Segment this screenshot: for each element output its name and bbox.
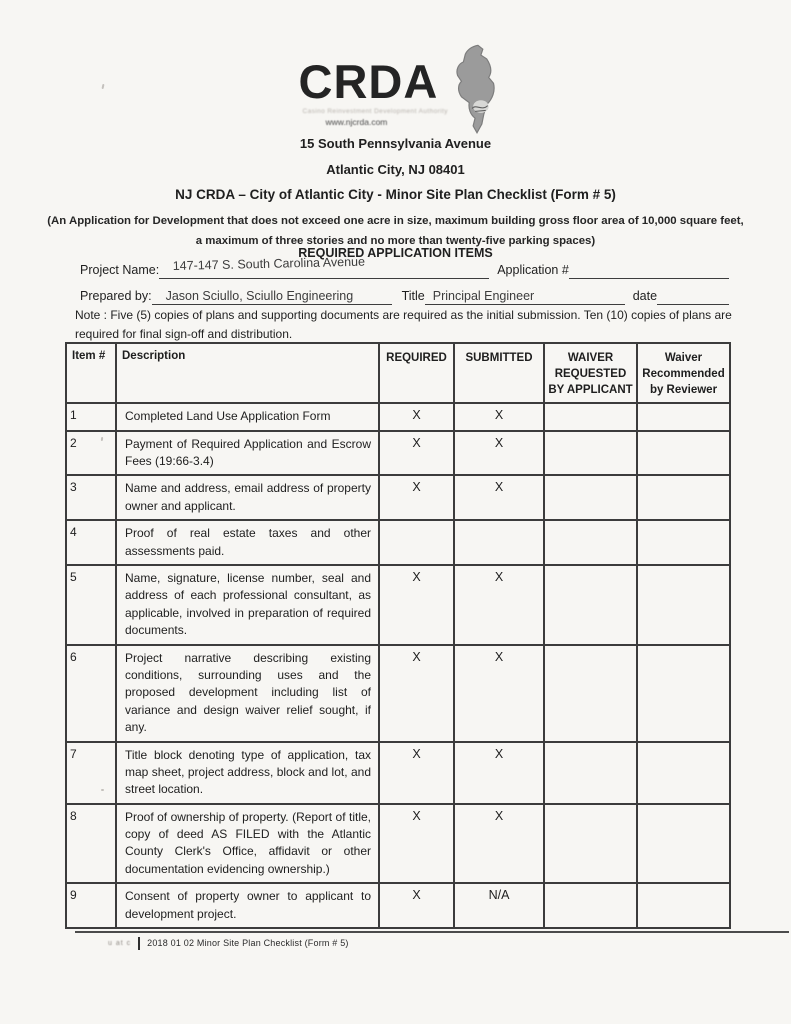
- submitted-cell: N/A: [454, 883, 544, 928]
- preparer-title-label: Title: [401, 289, 425, 303]
- waiver-requested-cell: [544, 645, 637, 742]
- waiver-recommended-cell: [637, 403, 730, 430]
- project-name-value: 147-147 S. South Carolina Avenue: [172, 254, 366, 274]
- item-cell: 8: [66, 804, 116, 884]
- submitted-cell: X: [454, 565, 544, 645]
- description-cell: Name, signature, license number, seal and address of each professional consultant, as applicable, involved in preparation of required documents.: [116, 565, 379, 645]
- required-cell: [379, 520, 454, 565]
- project-name-field: [159, 254, 489, 279]
- submitted-cell: X: [454, 475, 544, 520]
- crda-logo: [0, 50, 791, 140]
- new-jersey-state-icon: [443, 42, 511, 140]
- waiver-requested-cell: [544, 403, 637, 430]
- waiver-requested-cell: [544, 565, 637, 645]
- description-cell: Consent of property owner to applicant to development project.: [116, 883, 379, 928]
- submission-note: Note : Five (5) copies of plans and supporting documents are required as the initial submission. Ten (10) copies of plans are required for final sign-off and distribution.: [75, 308, 732, 342]
- waiver-requested-cell: [544, 520, 637, 565]
- footer: [108, 936, 349, 950]
- table-row: [66, 645, 730, 742]
- footer-rule: [75, 931, 789, 933]
- required-cell: X: [379, 804, 454, 884]
- description-cell: Proof of real estate taxes and other assessments paid.: [116, 520, 379, 565]
- table-row: [66, 565, 730, 645]
- prepared-by-line: [80, 284, 729, 305]
- header-description: Description: [116, 343, 379, 403]
- submitted-cell: X: [454, 645, 544, 742]
- header-waiver-recommended: Waiver Recommended by Reviewer: [637, 343, 730, 403]
- crda-logo-tagline: Casino Reinvestment Development Authority: [302, 108, 448, 115]
- header-item: Item #: [66, 343, 116, 403]
- table-row: [66, 883, 730, 928]
- table-row: [66, 804, 730, 884]
- footer-divider: [138, 937, 140, 950]
- footer-faint-marks: u at c: [108, 939, 132, 947]
- table-row: [66, 403, 730, 430]
- address-line-1: 15 South Pennsylvania Avenue: [299, 136, 492, 151]
- preparer-title-field: [425, 284, 625, 305]
- header-submitted: SUBMITTED: [454, 343, 544, 403]
- document-title: NJ CRDA – City of Atlantic City - Minor Site Plan Checklist (Form # 5): [175, 187, 616, 202]
- waiver-requested-cell: [544, 475, 637, 520]
- table-row: [66, 431, 730, 476]
- required-cell: X: [379, 742, 454, 804]
- footer-filename: 2018 01 02 Minor Site Plan Checklist (Form # 5): [147, 938, 349, 948]
- required-cell: X: [379, 403, 454, 430]
- item-cell: 6: [66, 645, 116, 742]
- required-cell: X: [379, 475, 454, 520]
- waiver-recommended-cell: [637, 645, 730, 742]
- item-cell: 2: [66, 431, 116, 476]
- prepared-by-label: Prepared by:: [80, 289, 152, 303]
- waiver-recommended-cell: [637, 431, 730, 476]
- item-cell: 4: [66, 520, 116, 565]
- waiver-requested-cell: [544, 804, 637, 884]
- item-cell: 7: [66, 742, 116, 804]
- table-row: [66, 742, 730, 804]
- waiver-recommended-cell: [637, 742, 730, 804]
- checklist-table: [65, 342, 731, 929]
- submitted-cell: X: [454, 431, 544, 476]
- description-cell: Payment of Required Application and Escrow Fees (19:66-3.4): [116, 431, 379, 476]
- date-label: date: [632, 289, 658, 303]
- application-number-label: Application #: [497, 263, 569, 277]
- waiver-requested-cell: [544, 883, 637, 928]
- table-row: [66, 475, 730, 520]
- document-subtitle: (An Application for Development that does not exceed one acre in size, maximum building gross floor area of 10,000 square feet, a maximum of three stories and no more than twenty-five parking spaces): [47, 215, 744, 247]
- required-cell: X: [379, 883, 454, 928]
- address-line-2: Atlantic City, NJ 08401: [326, 162, 465, 177]
- crda-logo-text: CRDA: [298, 55, 439, 108]
- description-cell: Name and address, email address of property owner and applicant.: [116, 475, 379, 520]
- application-number-field: [569, 258, 729, 279]
- table-header-row: [66, 343, 730, 403]
- required-cell: X: [379, 565, 454, 645]
- table-row: [66, 520, 730, 565]
- section-heading: REQUIRED APPLICATION ITEMS: [298, 246, 493, 260]
- item-cell: 1: [66, 403, 116, 430]
- waiver-requested-cell: [544, 431, 637, 476]
- required-cell: X: [379, 431, 454, 476]
- waiver-recommended-cell: [637, 475, 730, 520]
- required-cell: X: [379, 645, 454, 742]
- waiver-recommended-cell: [637, 804, 730, 884]
- waiver-recommended-cell: [637, 520, 730, 565]
- waiver-recommended-cell: [637, 565, 730, 645]
- crda-logo-website: www.njcrda.com: [325, 117, 388, 127]
- prepared-by-field: [152, 284, 392, 305]
- waiver-recommended-cell: [637, 883, 730, 928]
- item-cell: 9: [66, 883, 116, 928]
- description-cell: Proof of ownership of property. (Report of title, copy of deed AS FILED with the Atlantic County Clerk's Office, affidavit or other documentation evidencing ownership.): [116, 804, 379, 884]
- description-cell: Title block denoting type of application, tax map sheet, project address, block and lot, and street location.: [116, 742, 379, 804]
- prepared-by-value: Jason Sciullo, Sciullo Engineering: [165, 289, 354, 303]
- description-cell: Completed Land Use Application Form: [116, 403, 379, 430]
- header-waiver-requested: WAIVER REQUESTED BY APPLICANT: [544, 343, 637, 403]
- waiver-requested-cell: [544, 742, 637, 804]
- submitted-cell: X: [454, 403, 544, 430]
- preparer-title-value: Principal Engineer: [432, 289, 535, 303]
- item-cell: 3: [66, 475, 116, 520]
- date-field: [657, 284, 729, 305]
- item-cell: 5: [66, 565, 116, 645]
- submitted-cell: [454, 520, 544, 565]
- header-required: REQUIRED: [379, 343, 454, 403]
- submitted-cell: X: [454, 742, 544, 804]
- project-name-label: Project Name:: [80, 263, 160, 277]
- scan-artifact: [101, 789, 104, 791]
- project-name-line: [80, 254, 729, 279]
- submitted-cell: X: [454, 804, 544, 884]
- description-cell: Project narrative describing existing conditions, surrounding uses and the proposed development including list of variance and design waiver relief sought, if any.: [116, 645, 379, 742]
